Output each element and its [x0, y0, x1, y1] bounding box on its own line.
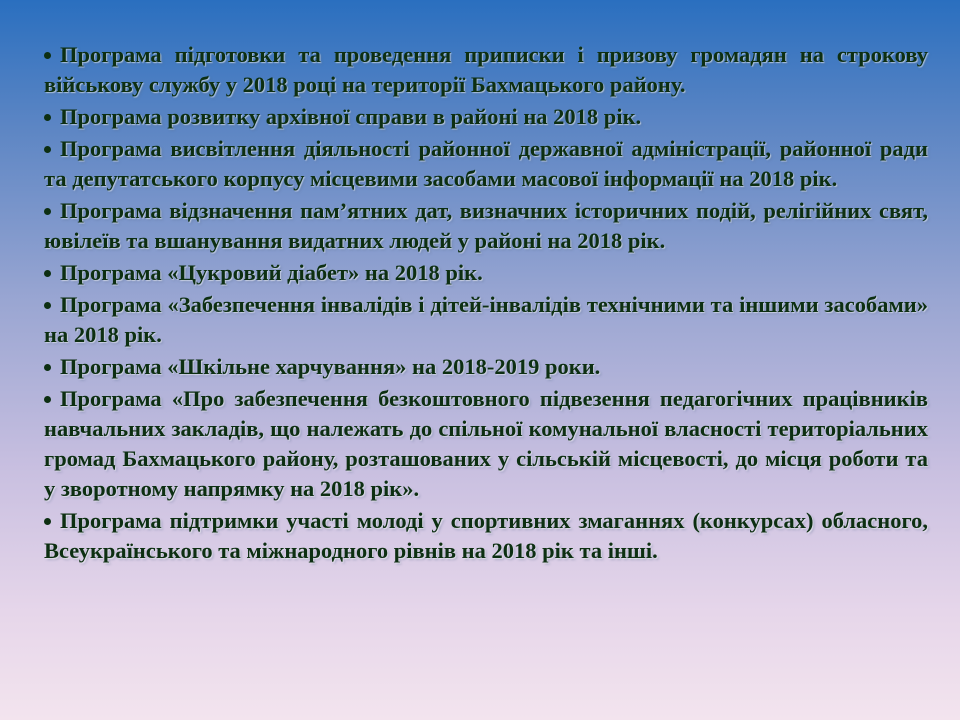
program-text: Програма підготовки та проведення приписки і призову громадян на строкову військову службу у 2018 році на території Бахмацького району. — [44, 42, 928, 97]
program-text: Програма відзначення пам’ятних дат, визначних історичних подій, релігійних свят, ювілеїв та вшанування видатних людей у районі на 2018 рік. — [44, 198, 928, 253]
list-item — [44, 258, 928, 288]
list-item — [44, 196, 928, 256]
bullet-icon — [44, 114, 51, 121]
bullet-icon — [44, 518, 51, 525]
bullet-icon — [44, 208, 51, 215]
program-text: Програма висвітлення діяльності районної державної адміністрації, районної ради та депутатського корпусу місцевими засобами масової інформації на 2018 рік. — [44, 136, 928, 191]
list-item — [44, 384, 928, 504]
bullet-icon — [44, 364, 51, 371]
slide-content — [44, 40, 928, 690]
list-item — [44, 352, 928, 382]
program-list — [44, 40, 928, 566]
list-item — [44, 102, 928, 132]
bullet-icon — [44, 52, 51, 59]
list-item — [44, 290, 928, 350]
bullet-icon — [44, 146, 51, 153]
bullet-icon — [44, 302, 51, 309]
list-item — [44, 134, 928, 194]
program-text: Програма підтримки участі молоді у спортивних змаганнях (конкурсах) обласного, Всеукраїнського та міжнародного рівнів на 2018 рік та інші. — [44, 508, 928, 563]
program-text: Програма розвитку архівної справи в районі на 2018 рік. — [60, 104, 642, 129]
program-text: Програма «Шкільне харчування» на 2018-2019 роки. — [60, 354, 601, 379]
program-text: Програма «Цукровий діабет» на 2018 рік. — [60, 260, 483, 285]
list-item — [44, 40, 928, 100]
bullet-icon — [44, 396, 51, 403]
bullet-icon — [44, 270, 51, 277]
program-text: Програма «Про забезпечення безкоштовного підвезення педагогічних працівників навчальних закладів, що належать до спільної комунальної власності територіальних громад Бахмацького району, розташованих у сільській місцевості, до місця роботи та у зворотному напрямку на 2018 рік». — [44, 386, 928, 501]
list-item — [44, 506, 928, 566]
program-text: Програма «Забезпечення інвалідів і дітей-інвалідів технічними та іншими засобами» на 2018 рік. — [44, 292, 928, 347]
